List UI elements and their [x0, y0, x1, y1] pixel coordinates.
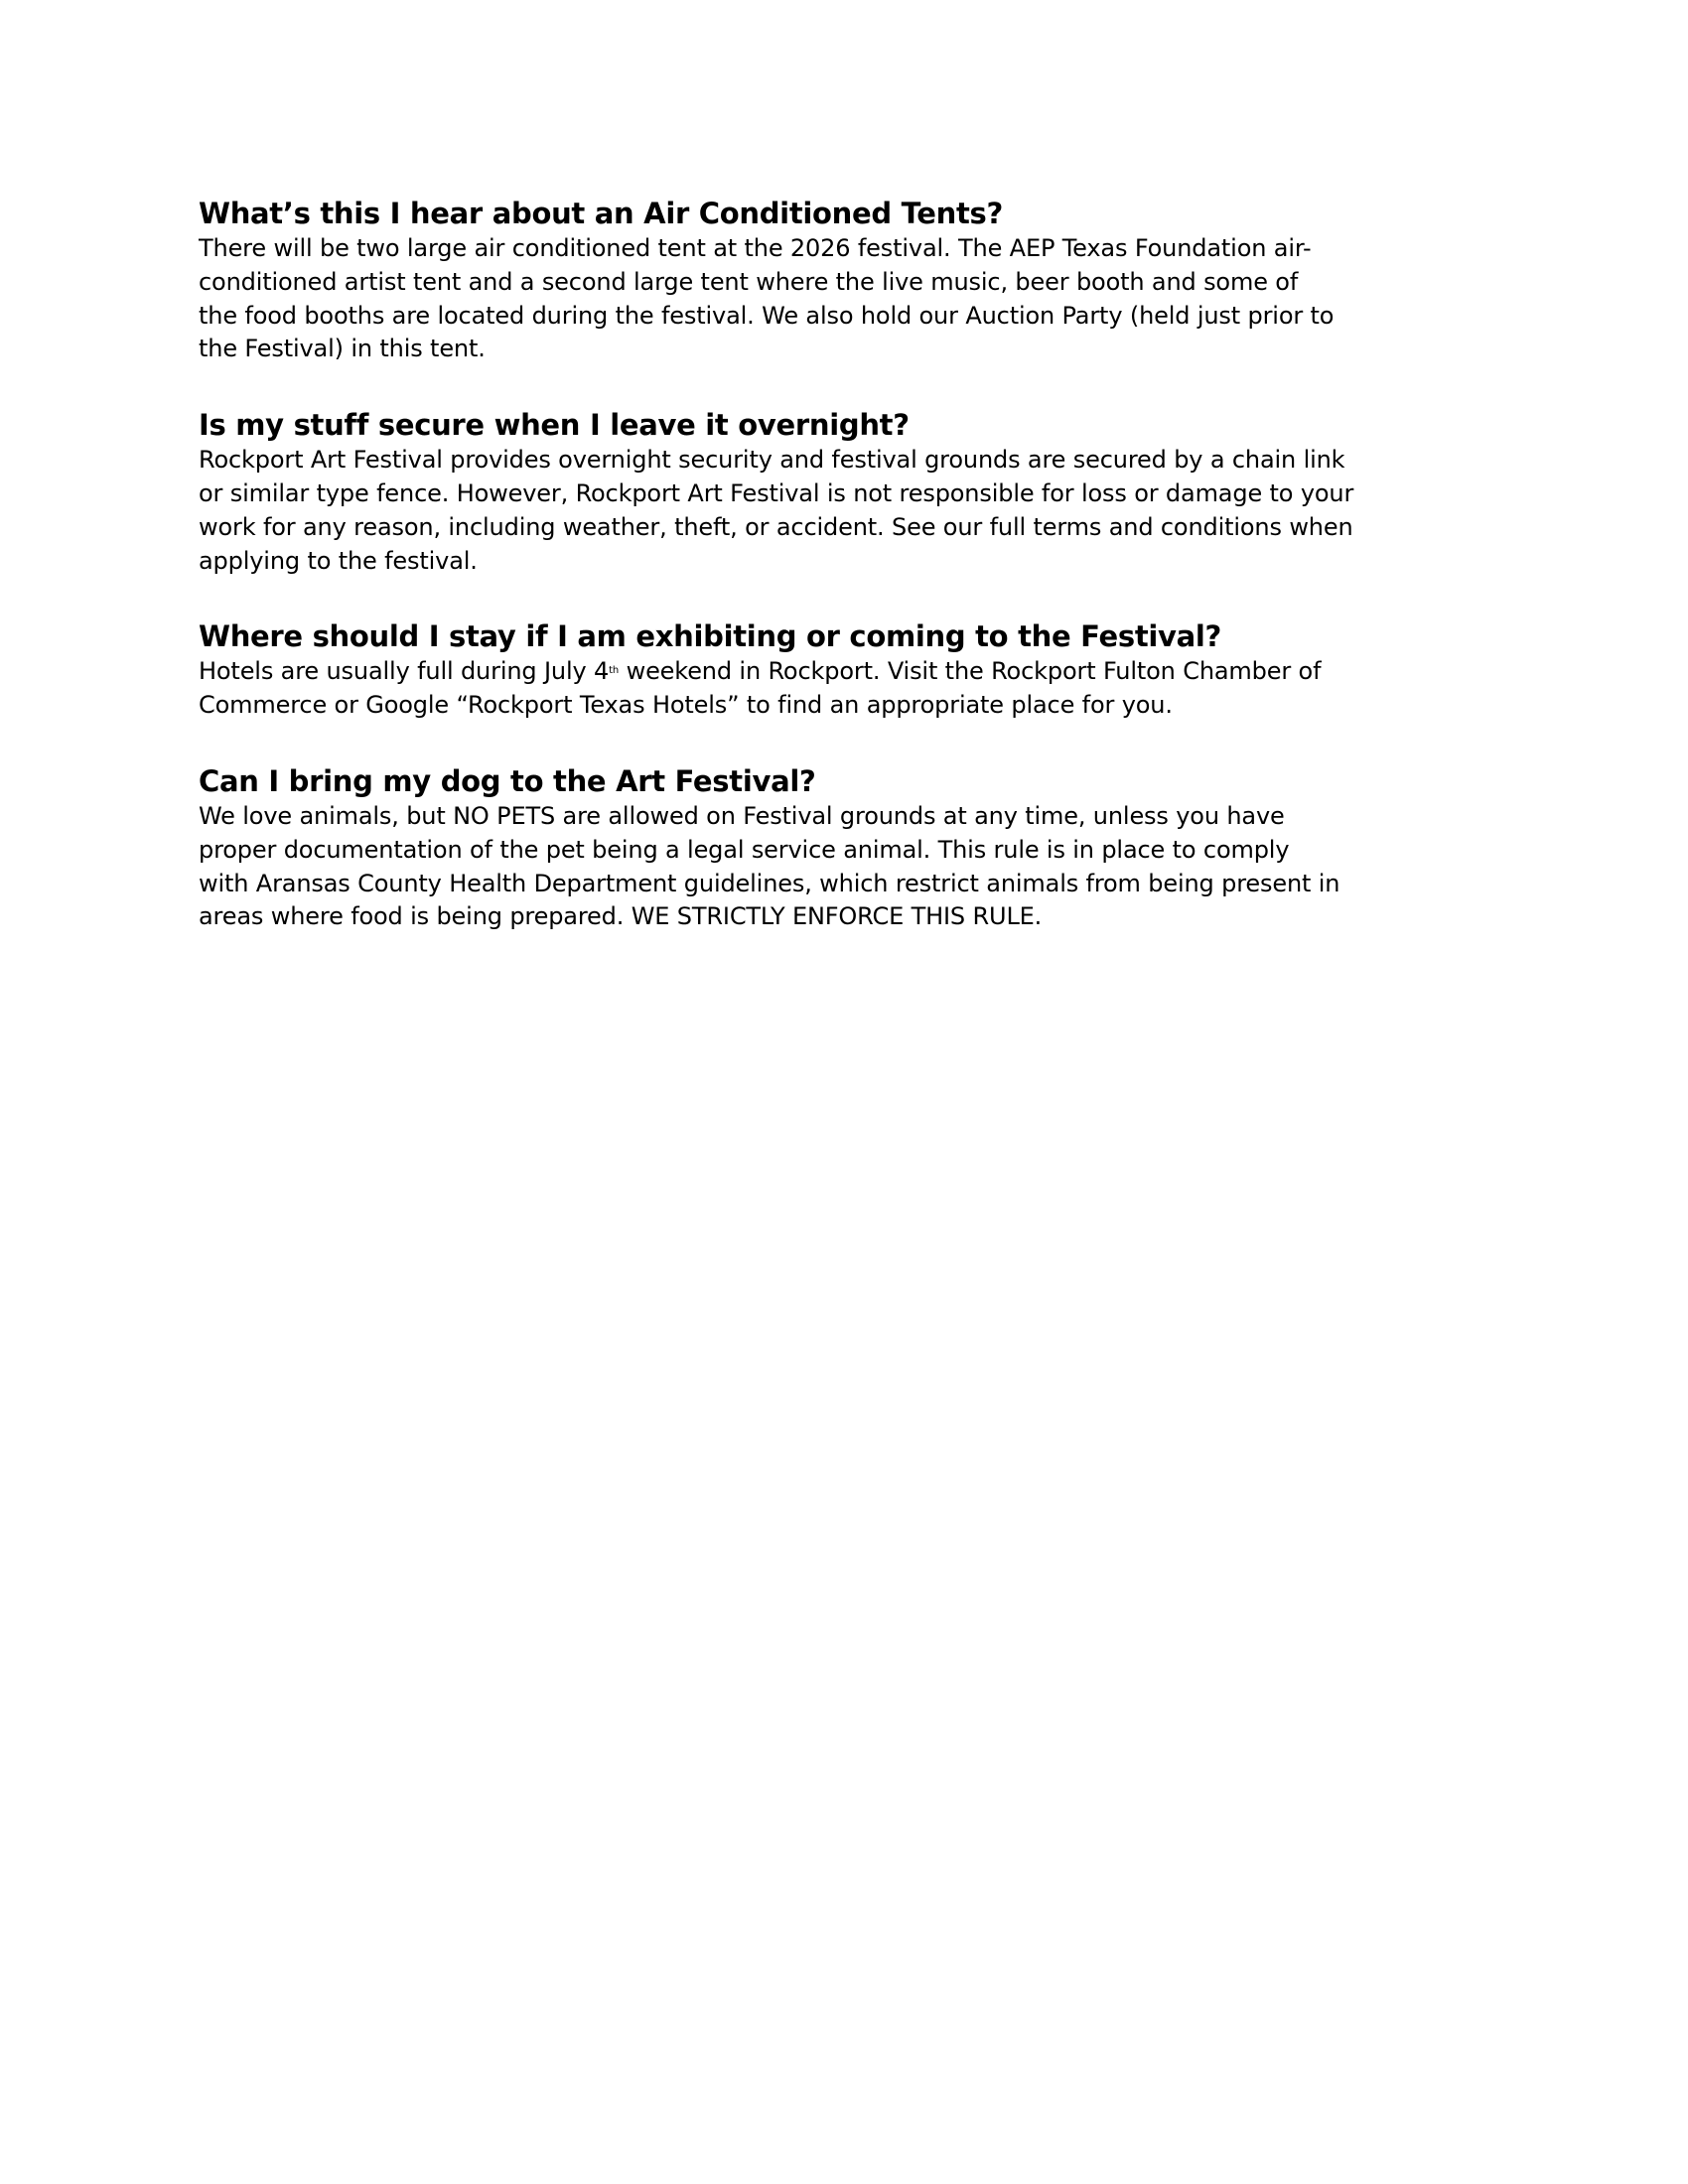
- answer-line: the food booths are located during the festival. We also hold our Auction Party (held just prior to: [199, 301, 1335, 330]
- faq-question: Where should I stay if I am exhibiting or coming to the Festival?: [199, 619, 1222, 654]
- answer-line: applying to the festival.: [199, 546, 478, 575]
- answer-line: the Festival) in this tent.: [199, 335, 486, 363]
- answer-line: with Aransas County Health Department guidelines, which restrict animals from being present in: [199, 869, 1340, 897]
- faq-document: [199, 195, 1519, 974]
- faq-item-air-conditioned-tents: [199, 195, 1519, 366]
- faq-question: What’s this I hear about an Air Conditioned Tents?: [199, 197, 1003, 230]
- answer-line: or similar type fence. However, Rockport Art Festival is not responsible for loss or damage to your: [199, 478, 1354, 507]
- answer-line: We love animals, but NO PETS are allowed on Festival grounds at any time, unless you have: [199, 801, 1285, 830]
- answer-line: [199, 655, 1519, 689]
- faq-answer: [199, 800, 1519, 934]
- answer-line: conditioned artist tent and a second large tent where the live music, beer booth and some of: [199, 267, 1299, 296]
- answer-line: Commerce or Google “Rockport Texas Hotels” to find an appropriate place for you.: [199, 691, 1173, 720]
- answer-line: Rockport Art Festival provides overnight security and festival grounds are secured by a chain link: [199, 446, 1345, 475]
- faq-answer: [199, 232, 1519, 366]
- answer-line: proper documentation of the pet being a legal service animal. This rule is in place to comply: [199, 835, 1290, 864]
- answer-text: Hotels are usually full during July 4: [199, 657, 610, 686]
- answer-line: work for any reason, including weather, theft, or accident. See our full terms and conditions when: [199, 512, 1353, 541]
- faq-answer: [199, 444, 1519, 578]
- answer-line: areas where food is being prepared. WE STRICTLY ENFORCE THIS RULE.: [199, 902, 1043, 931]
- faq-item-where-to-stay: [199, 617, 1519, 723]
- faq-question: Is my stuff secure when I leave it overnight?: [199, 408, 910, 443]
- faq-question: Can I bring my dog to the Art Festival?: [199, 763, 816, 798]
- answer-text: weekend in Rockport. Visit the Rockport Fulton Chamber of: [619, 657, 1322, 686]
- ordinal-suffix: th: [609, 665, 620, 677]
- answer-line: There will be two large air conditioned tent at the 2026 festival. The AEP Texas Foundation air-: [199, 234, 1312, 262]
- faq-item-overnight-security: [199, 406, 1519, 578]
- faq-answer: [199, 655, 1519, 723]
- faq-item-pets: [199, 762, 1519, 934]
